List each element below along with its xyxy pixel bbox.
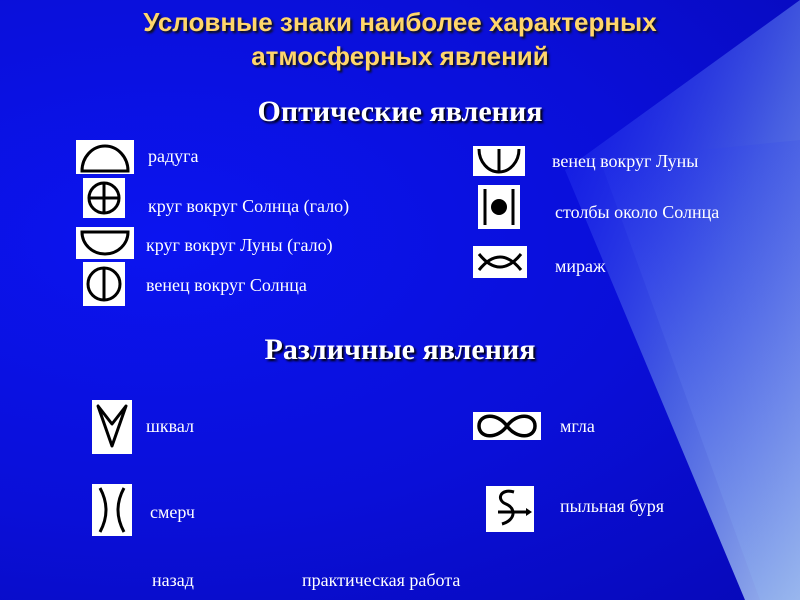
dust-storm-icon	[486, 486, 534, 532]
section-heading-optical: Оптические явления	[257, 95, 543, 128]
label-squall: шквал	[146, 416, 194, 436]
tornado-icon	[92, 484, 132, 536]
section-heading-various: Различные явления	[264, 333, 536, 366]
slide-title-line2: атмосферных явлений	[251, 41, 549, 71]
slide-title-line1: Условные знаки наиболее характерных	[143, 7, 657, 37]
practical-work-link[interactable]: практическая работа	[302, 570, 461, 590]
label-rainbow: радуга	[148, 146, 199, 166]
label-sun-corona: венец вокруг Солнца	[146, 275, 307, 295]
moon-corona-icon	[473, 146, 525, 176]
label-mirage: мираж	[555, 256, 606, 276]
label-moon-corona: венец вокруг Луны	[552, 151, 699, 171]
label-dust-storm: пыльная буря	[560, 496, 665, 516]
label-sun-pillars: столбы около Солнца	[555, 202, 720, 222]
label-haze: мгла	[560, 416, 595, 436]
haze-icon	[473, 412, 541, 440]
sun-halo-icon	[83, 178, 125, 218]
rainbow-icon	[76, 140, 134, 174]
mirage-icon	[473, 246, 527, 278]
back-link[interactable]: назад	[152, 570, 194, 590]
label-moon-halo: круг вокруг Луны (гало)	[146, 235, 333, 255]
squall-icon	[92, 400, 132, 454]
sun-corona-icon	[83, 262, 125, 306]
label-tornado: смерч	[150, 502, 195, 522]
label-sun-halo: круг вокруг Солнца (гало)	[148, 196, 350, 216]
sun-pillars-icon	[478, 185, 520, 229]
moon-halo-icon	[76, 227, 134, 259]
